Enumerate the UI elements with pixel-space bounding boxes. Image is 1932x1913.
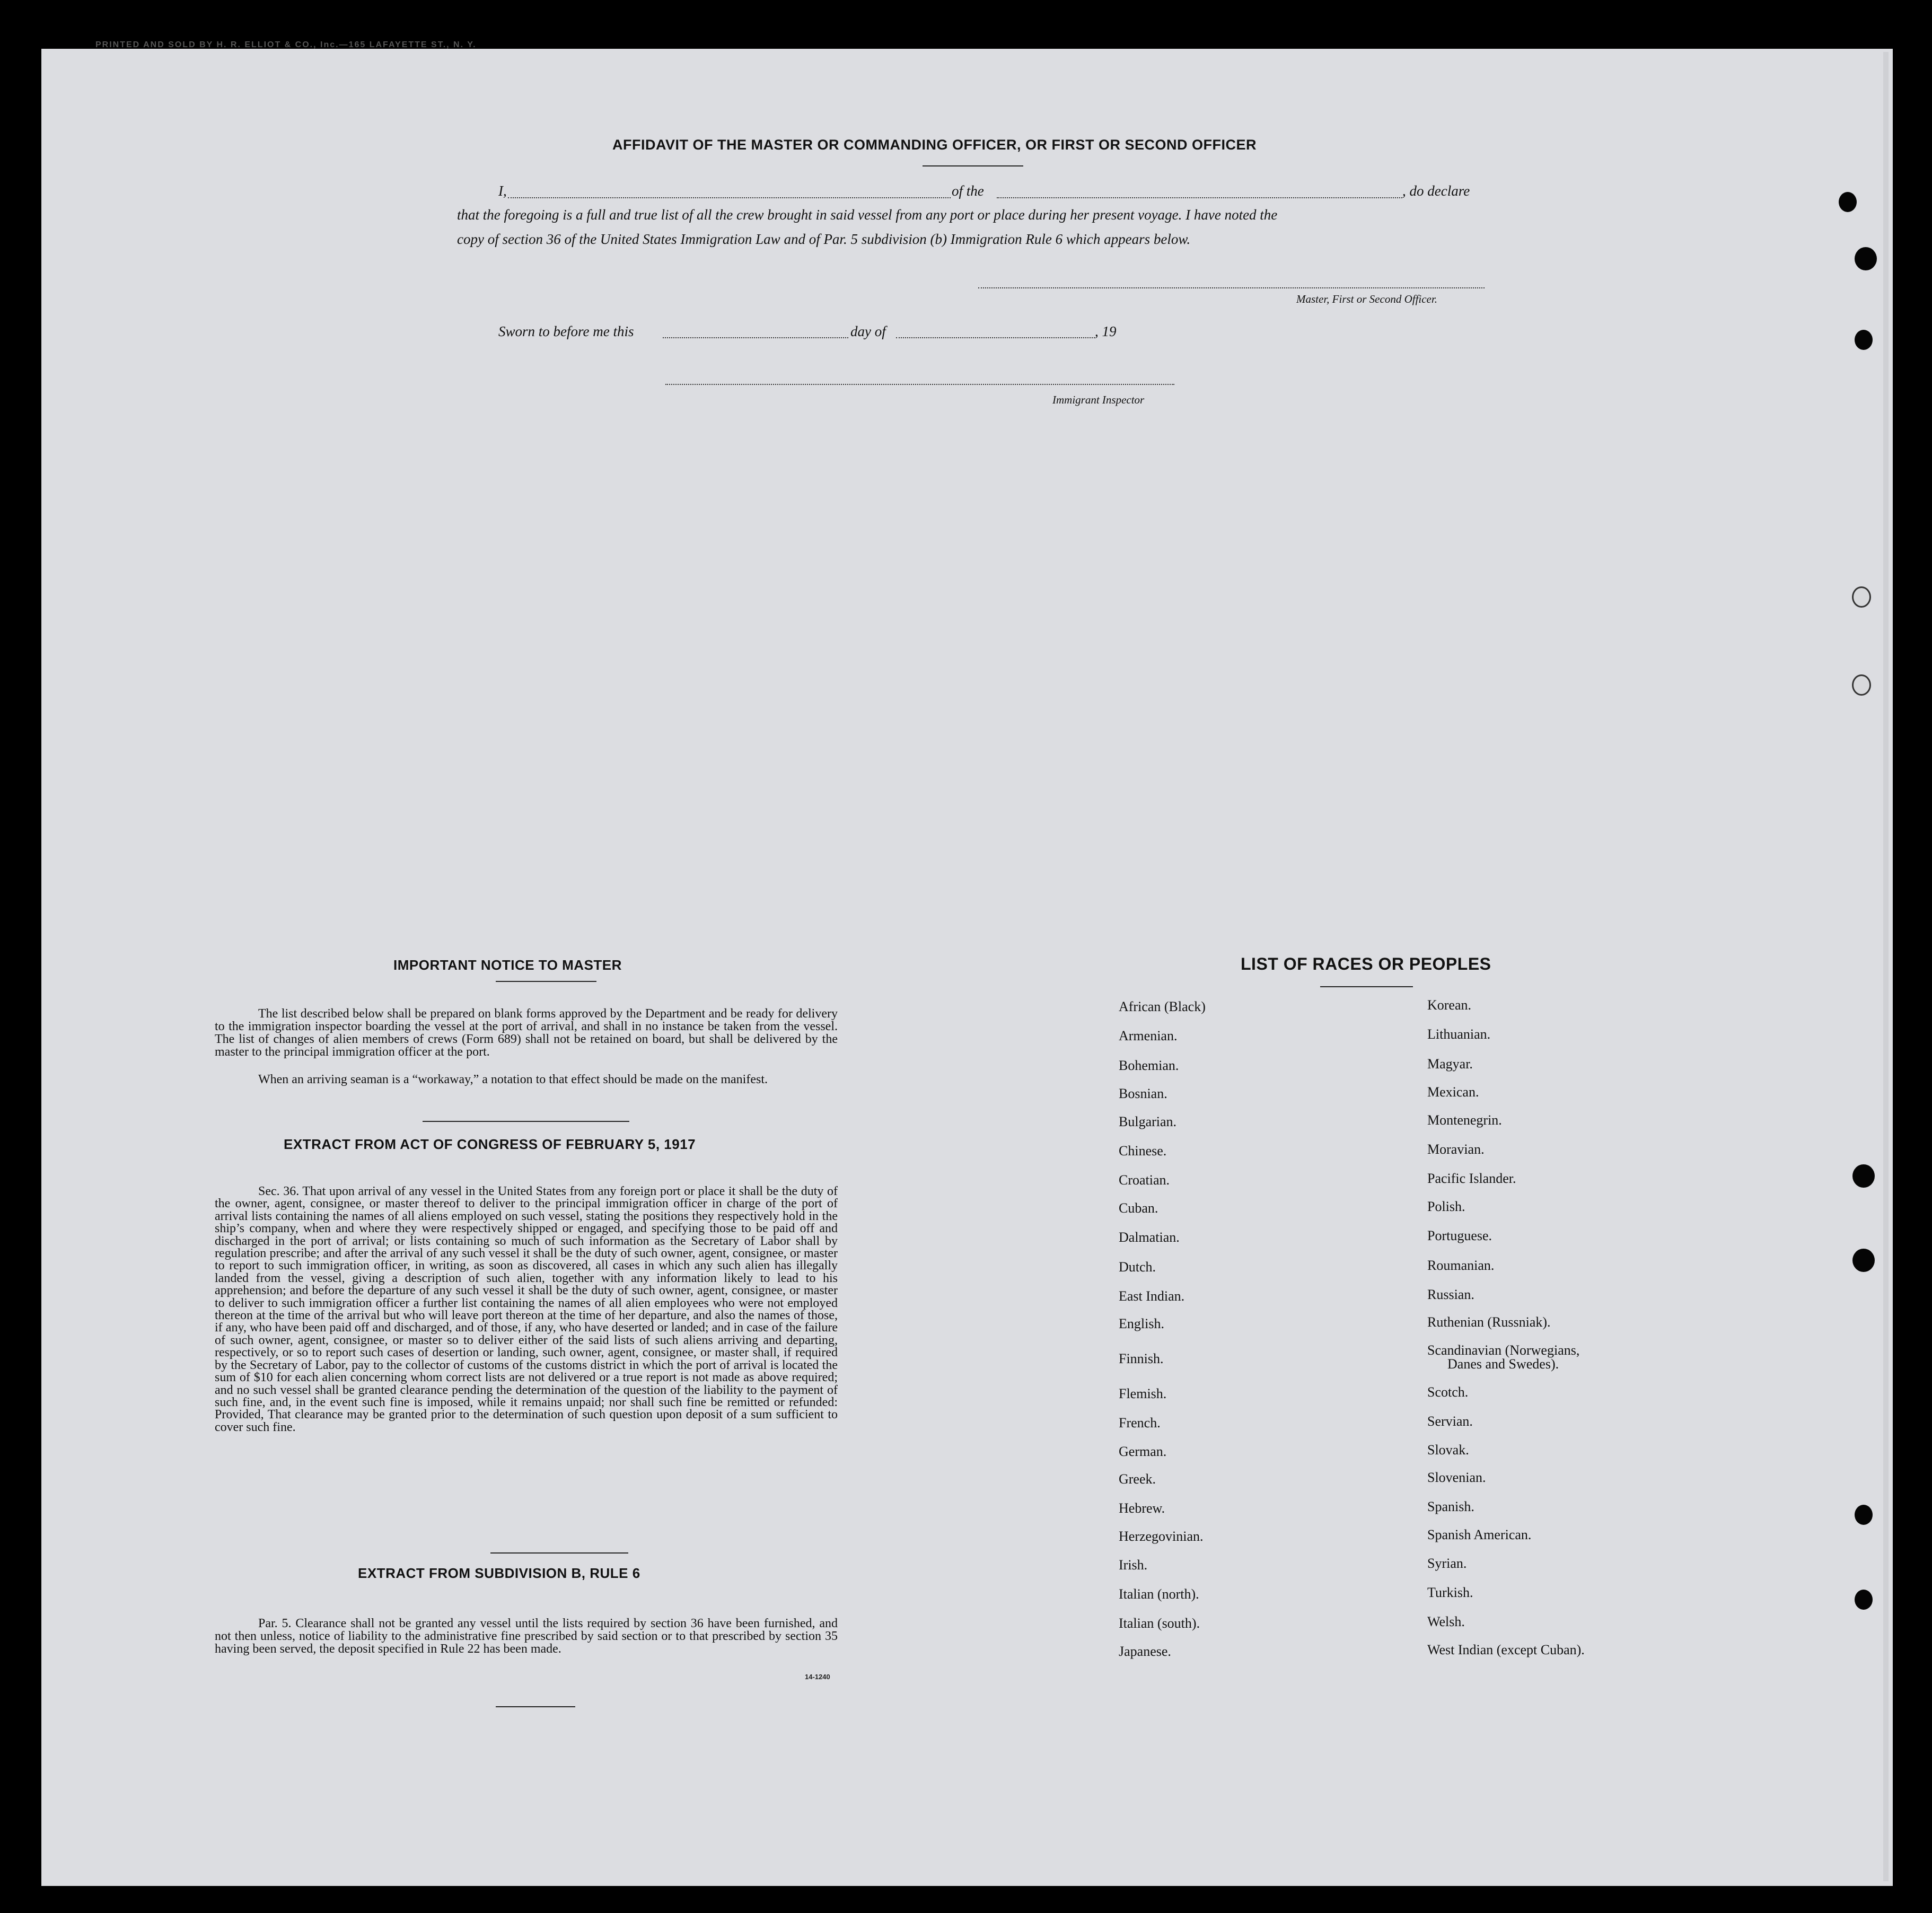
affidavit-title: AFFIDAVIT OF THE MASTER OR COMMANDING OFFICER, OR FIRST OR SECOND OFFICER — [612, 137, 1257, 153]
race-item: Herzegovinian. — [1119, 1529, 1204, 1544]
punch-hole — [1839, 192, 1857, 212]
punch-hole — [1855, 247, 1877, 270]
race-item: Mexican. — [1427, 1084, 1479, 1100]
race-item: Hebrew. — [1119, 1500, 1165, 1516]
race-item: Irish. — [1119, 1557, 1148, 1573]
punch-hole — [1855, 330, 1873, 350]
race-item: Chinese. — [1119, 1143, 1167, 1159]
race-item: Bulgarian. — [1119, 1114, 1177, 1129]
punch-hole — [1852, 674, 1871, 696]
punch-hole — [1852, 1164, 1875, 1188]
race-item: Spanish. — [1427, 1499, 1474, 1514]
race-item: Bohemian. — [1119, 1058, 1179, 1073]
year-label: , 19 — [1095, 323, 1117, 339]
punch-hole — [1852, 1249, 1875, 1272]
affidavit-line-3: copy of section 36 of the United States Immigration Law and of Par. 5 subdivision (b) Immigration Rule 6 which appears below. — [457, 231, 1191, 247]
race-item: English. — [1119, 1316, 1164, 1331]
punch-hole — [1852, 586, 1871, 608]
sworn-date-line — [663, 337, 848, 338]
race-item: Moravian. — [1427, 1142, 1485, 1157]
punch-hole — [1855, 1590, 1873, 1610]
race-item: Servian. — [1427, 1414, 1473, 1429]
notice-divider — [423, 1121, 629, 1122]
notice-title-rule — [496, 981, 596, 982]
race-item: Polish. — [1427, 1199, 1465, 1214]
race-item: Scotch. — [1427, 1384, 1469, 1400]
race-item: Portuguese. — [1427, 1228, 1492, 1243]
rule-extract-text: Par. 5. Clearance shall not be granted any vessel until the lists required by section 36 have been furnished, and not then unless, notice of liability to the administrative fine prescribed by said section or to that prescribed by section 35 having been served, the deposit specified in Rule 22 has been made. — [215, 1617, 838, 1656]
act-extract-title: EXTRACT FROM ACT OF CONGRESS OF FEBRUARY 5, 1917 — [284, 1136, 696, 1152]
race-item: Greek. — [1119, 1471, 1156, 1487]
race-item: Flemish. — [1119, 1386, 1167, 1401]
race-item: Scandinavian (Norwegians, — [1427, 1342, 1580, 1358]
race-item: Montenegrin. — [1427, 1112, 1502, 1128]
race-item: Russian. — [1427, 1287, 1474, 1302]
race-item: Spanish American. — [1427, 1527, 1532, 1542]
form-number: 14-1240 — [805, 1673, 830, 1681]
race-item: East Indian. — [1119, 1288, 1185, 1304]
race-item: Pacific Islander. — [1427, 1171, 1516, 1186]
race-item: Italian (north). — [1119, 1586, 1199, 1602]
race-item: West Indian (except Cuban). — [1427, 1642, 1585, 1657]
race-item: Italian (south). — [1119, 1616, 1200, 1631]
race-item: French. — [1119, 1415, 1161, 1431]
inspector-signature-line — [665, 384, 1174, 385]
vessel-name-line — [997, 197, 1402, 198]
rule-extract-title: EXTRACT FROM SUBDIVISION B, RULE 6 — [358, 1565, 640, 1581]
race-item: Slovenian. — [1427, 1470, 1486, 1485]
notice-title: IMPORTANT NOTICE TO MASTER — [393, 957, 622, 973]
race-item: Bosnian. — [1119, 1086, 1167, 1101]
inspector-caption: Immigrant Inspector — [1052, 393, 1145, 406]
races-title: LIST OF RACES OR PEOPLES — [1241, 954, 1491, 973]
notice-paragraph-2: When an arriving seaman is a “workaway,” a notation to that effect should be made on the manifest. — [258, 1073, 768, 1086]
officer-signature-line — [978, 287, 1485, 288]
race-item: German. — [1119, 1444, 1167, 1459]
notice-paragraph-1: The list described below shall be prepared on blank forms approved by the Department and be ready for delivery to the immigration inspector boarding the vessel at the port of arrival, and shall in no instance be taken from the vessel. The list of changes of alien members of crews (Form 689) shall not be retained on board, but shall be delivered by the master to the principal immigration officer at the port. — [215, 1007, 838, 1059]
affidavit-i-label: I, — [498, 183, 507, 199]
race-item: Roumanian. — [1427, 1258, 1495, 1273]
sworn-label: Sworn to before me this — [498, 323, 634, 339]
act-divider — [490, 1552, 628, 1554]
races-title-rule — [1320, 986, 1413, 987]
race-item: Dalmatian. — [1119, 1230, 1180, 1245]
race-item: Finnish. — [1119, 1351, 1164, 1366]
race-item: Korean. — [1427, 997, 1472, 1013]
race-item: Cuban. — [1119, 1200, 1158, 1216]
race-item: Dutch. — [1119, 1259, 1156, 1275]
master-name-line — [508, 197, 951, 198]
printer-line: PRINTED AND SOLD BY H. R. ELLIOT & CO., Inc.—165 LAFAYETTE ST., N. Y. — [95, 40, 477, 49]
race-item: Magyar. — [1427, 1056, 1473, 1072]
race-item: Lithuanian. — [1427, 1026, 1491, 1042]
race-item: Danes and Swedes). — [1447, 1356, 1559, 1372]
race-item: Turkish. — [1427, 1585, 1473, 1600]
race-item: Syrian. — [1427, 1556, 1467, 1571]
officer-caption: Master, First or Second Officer. — [1296, 293, 1437, 305]
act-extract-text: Sec. 36. That upon arrival of any vessel in the United States from any foreign port or place it shall be the duty of the owner, agent, consignee, or master thereof to deliver to the principal immigration officer in charge of the port of arrival lists containing the names of all aliens employed on such vessel, stating the positions they respectively hold in the ship’s company, when and where they were respectively shipped or engaged, and specifying those to be paid off and discharged in the port of arrival; or lists containing so much of such information as the Secretary of Labor shall by regulation prescribe; and after the arrival of any such vessel it shall be the duty of such owner, agent, consignee, or master to report to such immigration officer, in writing, as soon as discovered, all cases in which any such alien has illegally landed from the vessel, giving a description of such alien, together with any information likely to lead to his apprehension; and before the departure of any such vessel it shall be the duty of such owner, agent, consignee, or master to deliver to such immigration officer a further list containing the names of all alien employees who were not employed thereon at the time of the arrival but who will leave port thereon at the time of her departure, and also the names of those, if any, who have been paid off and discharged, and of those, if any, who have deserted or landed; and in case of the failure of such owner, agent, consignee, or master so to deliver either of the said lists of such aliens arriving and departing, respectively, or so to report such cases of desertion or landing, such owner, agent, consignee, or master shall, if required by the Secretary of Labor, pay to the collector of customs of the customs district in which the port of arrival is located the sum of $10 for each alien concerning whom correct lists are not delivered or a true report is not made as above required; and no such vessel shall be granted clearance pending the determination of the question of the liability to the payment of such fine, and, in the event such fine is imposed, while it remains unpaid; nor shall such fine be remitted or refunded: Provided, That clearance may be granted prior to the determination of such question upon deposit of a sum sufficient to cover such fine. — [215, 1184, 838, 1434]
race-item: Ruthenian (Russniak). — [1427, 1314, 1551, 1330]
affidavit-line-2: that the foregoing is a full and true list of all the crew brought in said vessel from any port or place during her present voyage. I have noted the — [457, 207, 1278, 223]
race-item: African (Black) — [1119, 999, 1206, 1014]
punch-hole — [1855, 1505, 1873, 1525]
day-of-label: day of — [850, 323, 886, 339]
rule-divider — [496, 1706, 575, 1707]
race-item: Japanese. — [1119, 1644, 1171, 1659]
race-item: Croatian. — [1119, 1172, 1170, 1188]
race-item: Armenian. — [1119, 1028, 1178, 1043]
race-item: Slovak. — [1427, 1442, 1469, 1458]
affidavit-of-the-label: of the — [952, 183, 984, 199]
page-edge — [43, 52, 1889, 1881]
sworn-month-line — [896, 337, 1095, 338]
affidavit-title-rule — [923, 165, 1023, 166]
race-item: Welsh. — [1427, 1614, 1465, 1629]
do-declare-label: , do declare — [1402, 183, 1470, 199]
